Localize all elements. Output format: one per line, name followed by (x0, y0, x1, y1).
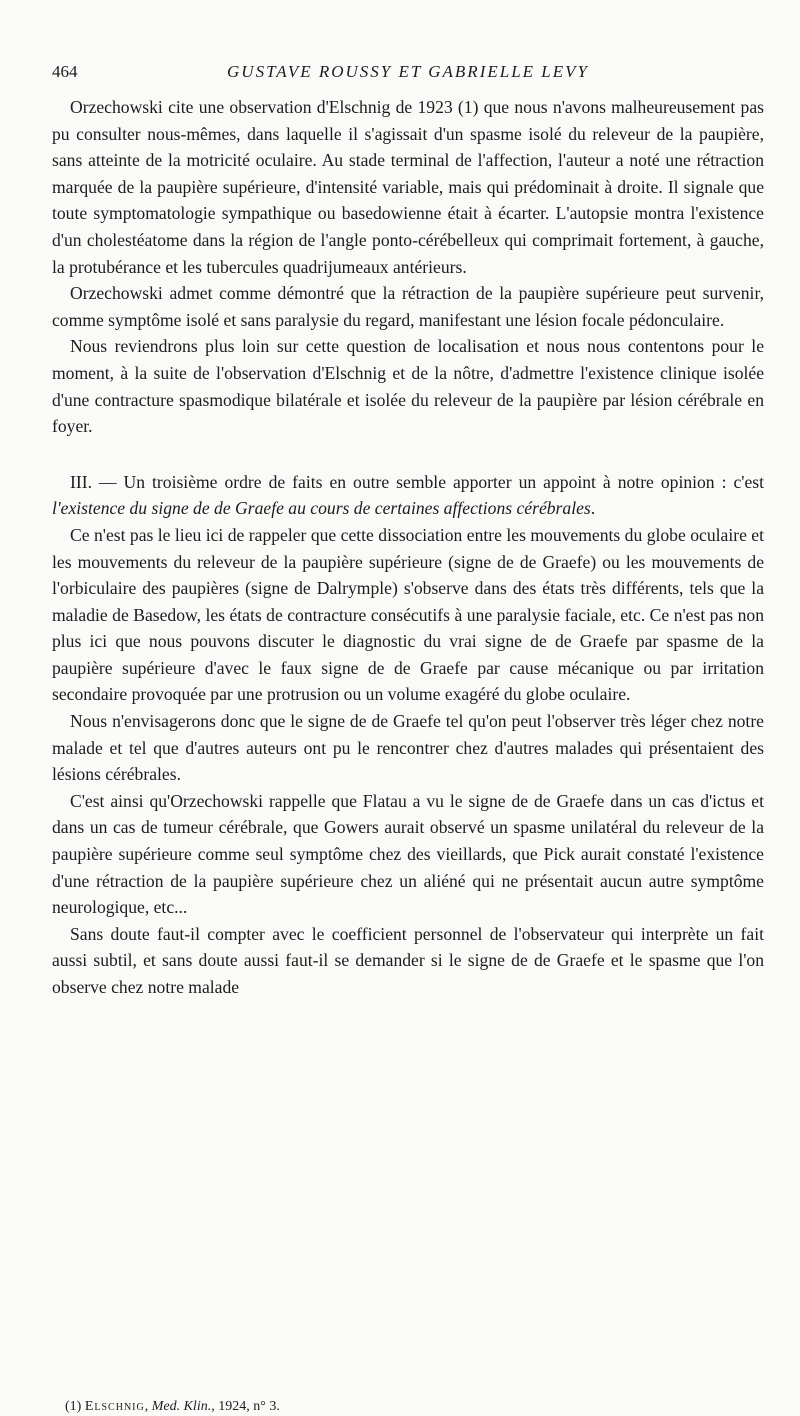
paragraph: Orzechowski cite une observation d'Elschnig de 1923 (1) que nous n'avons malheureusement pas pu consulter nous-mêmes, dans laquelle il s'agissait d'un spasme isolé du releveur de la paupière, sans atteinte de la motricité oculaire. Au stade terminal de l'affection, l'auteur a noté une rétraction marquée de la paupière supérieure, d'intensité variable, mais qui prédominait à droite. Il signale que toute symptomatologie sympathique ou basedowienne était à écarter. L'autopsie montra l'existence d'un cholestéatome dans la région de l'angle ponto-cérébelleux qui comprimait fortement, à gauche, la protubérance et les tubercules quadrijumeaux antérieurs. (52, 97, 764, 277)
paragraph: Ce n'est pas le lieu ici de rappeler que cette dissociation entre les mouvements du globe oculaire et les mouvements du releveur de la paupière supérieure (signe de de Graefe) ou les mouvements de l'orbiculaire des paupières (signe de Dalrymple) s'observe dans des états très différents, tels que la maladie de Basedow, les états de contracture consécutifs à une paralysie faciale, etc. Ce n'est pas non plus ici que nous pouvons discuter le diagnostic du vrai signe de de Graefe par spasme de la paupière supérieure d'avec le faux signe de de Graefe par cause mécanique ou par irritation secondaire provoquée par une protrusion ou un volume exagéré du globe oculaire. (52, 524, 764, 705)
section-iii-emphasis: l'existence du signe de de Graefe au cours de certaines affections cérébrales (52, 498, 591, 519)
paragraph: Sans doute faut-il compter avec le coefficient personnel de l'observateur qui interprète un fait aussi subtil, et sans doute aussi faut-il se demander si le signe de de Graefe et le spasme que l'on observe chez notre malade (52, 923, 764, 997)
footnote-sep: , (144, 1399, 152, 1414)
footnote-marker: (1) (65, 1399, 85, 1414)
footnote-author: Elschnig (84, 1399, 145, 1414)
footnote-journal: Med. Klin. (151, 1399, 212, 1414)
section-iii-intro: III. — Un troisième ordre de faits en outre semble apporter un appoint à notre opinion : c'est (70, 471, 764, 492)
footnote-ref: , 1924, n° 3. (211, 1399, 280, 1414)
body-text (52, 94, 764, 1001)
section-iii-end: . (590, 498, 596, 519)
paragraph: Orzechowski admet comme démontré que la rétraction de la paupière supérieure peut survenir, comme symptôme isolé et sans paralysie du regard, manifestant une lésion focale pédonculaire. (52, 283, 764, 330)
running-head: GUSTAVE ROUSSY ET GABRIELLE LEVY (227, 62, 589, 81)
page-number: 464 (52, 62, 78, 81)
footnote (65, 1398, 764, 1416)
paragraph: Nous n'envisagerons donc que le signe de de Graefe tel qu'on peut l'observer très léger chez notre malade et tel que d'autres auteurs ont pu le rencontrer chez d'autres malades qui présentaient des lésions cérébrales. (52, 711, 764, 785)
page-header (52, 62, 764, 92)
paragraph: Nous reviendrons plus loin sur cette question de localisation et nous nous contentons pour le moment, à la suite de l'observation d'Elschnig et de la nôtre, d'admettre l'existence clinique isolée d'une contracture spasmodique bilatérale et isolée du releveur de la paupière par lésion cérébrale en foyer. (52, 336, 764, 437)
paragraph: C'est ainsi qu'Orzechowski rappelle que Flatau a vu le signe de de Graefe dans un cas d'ictus et dans un cas de tumeur cérébrale, que Gowers aurait observé un spasme unilatéral du releveur de la paupière supérieure comme seul symptôme chez des vieillards, que Pick aurait constaté l'existence d'une rétraction de la paupière supérieure chez un aliéné qui ne présentait aucun autre symptôme neurologique, etc... (52, 790, 764, 918)
section-iii-paragraph (52, 469, 764, 522)
